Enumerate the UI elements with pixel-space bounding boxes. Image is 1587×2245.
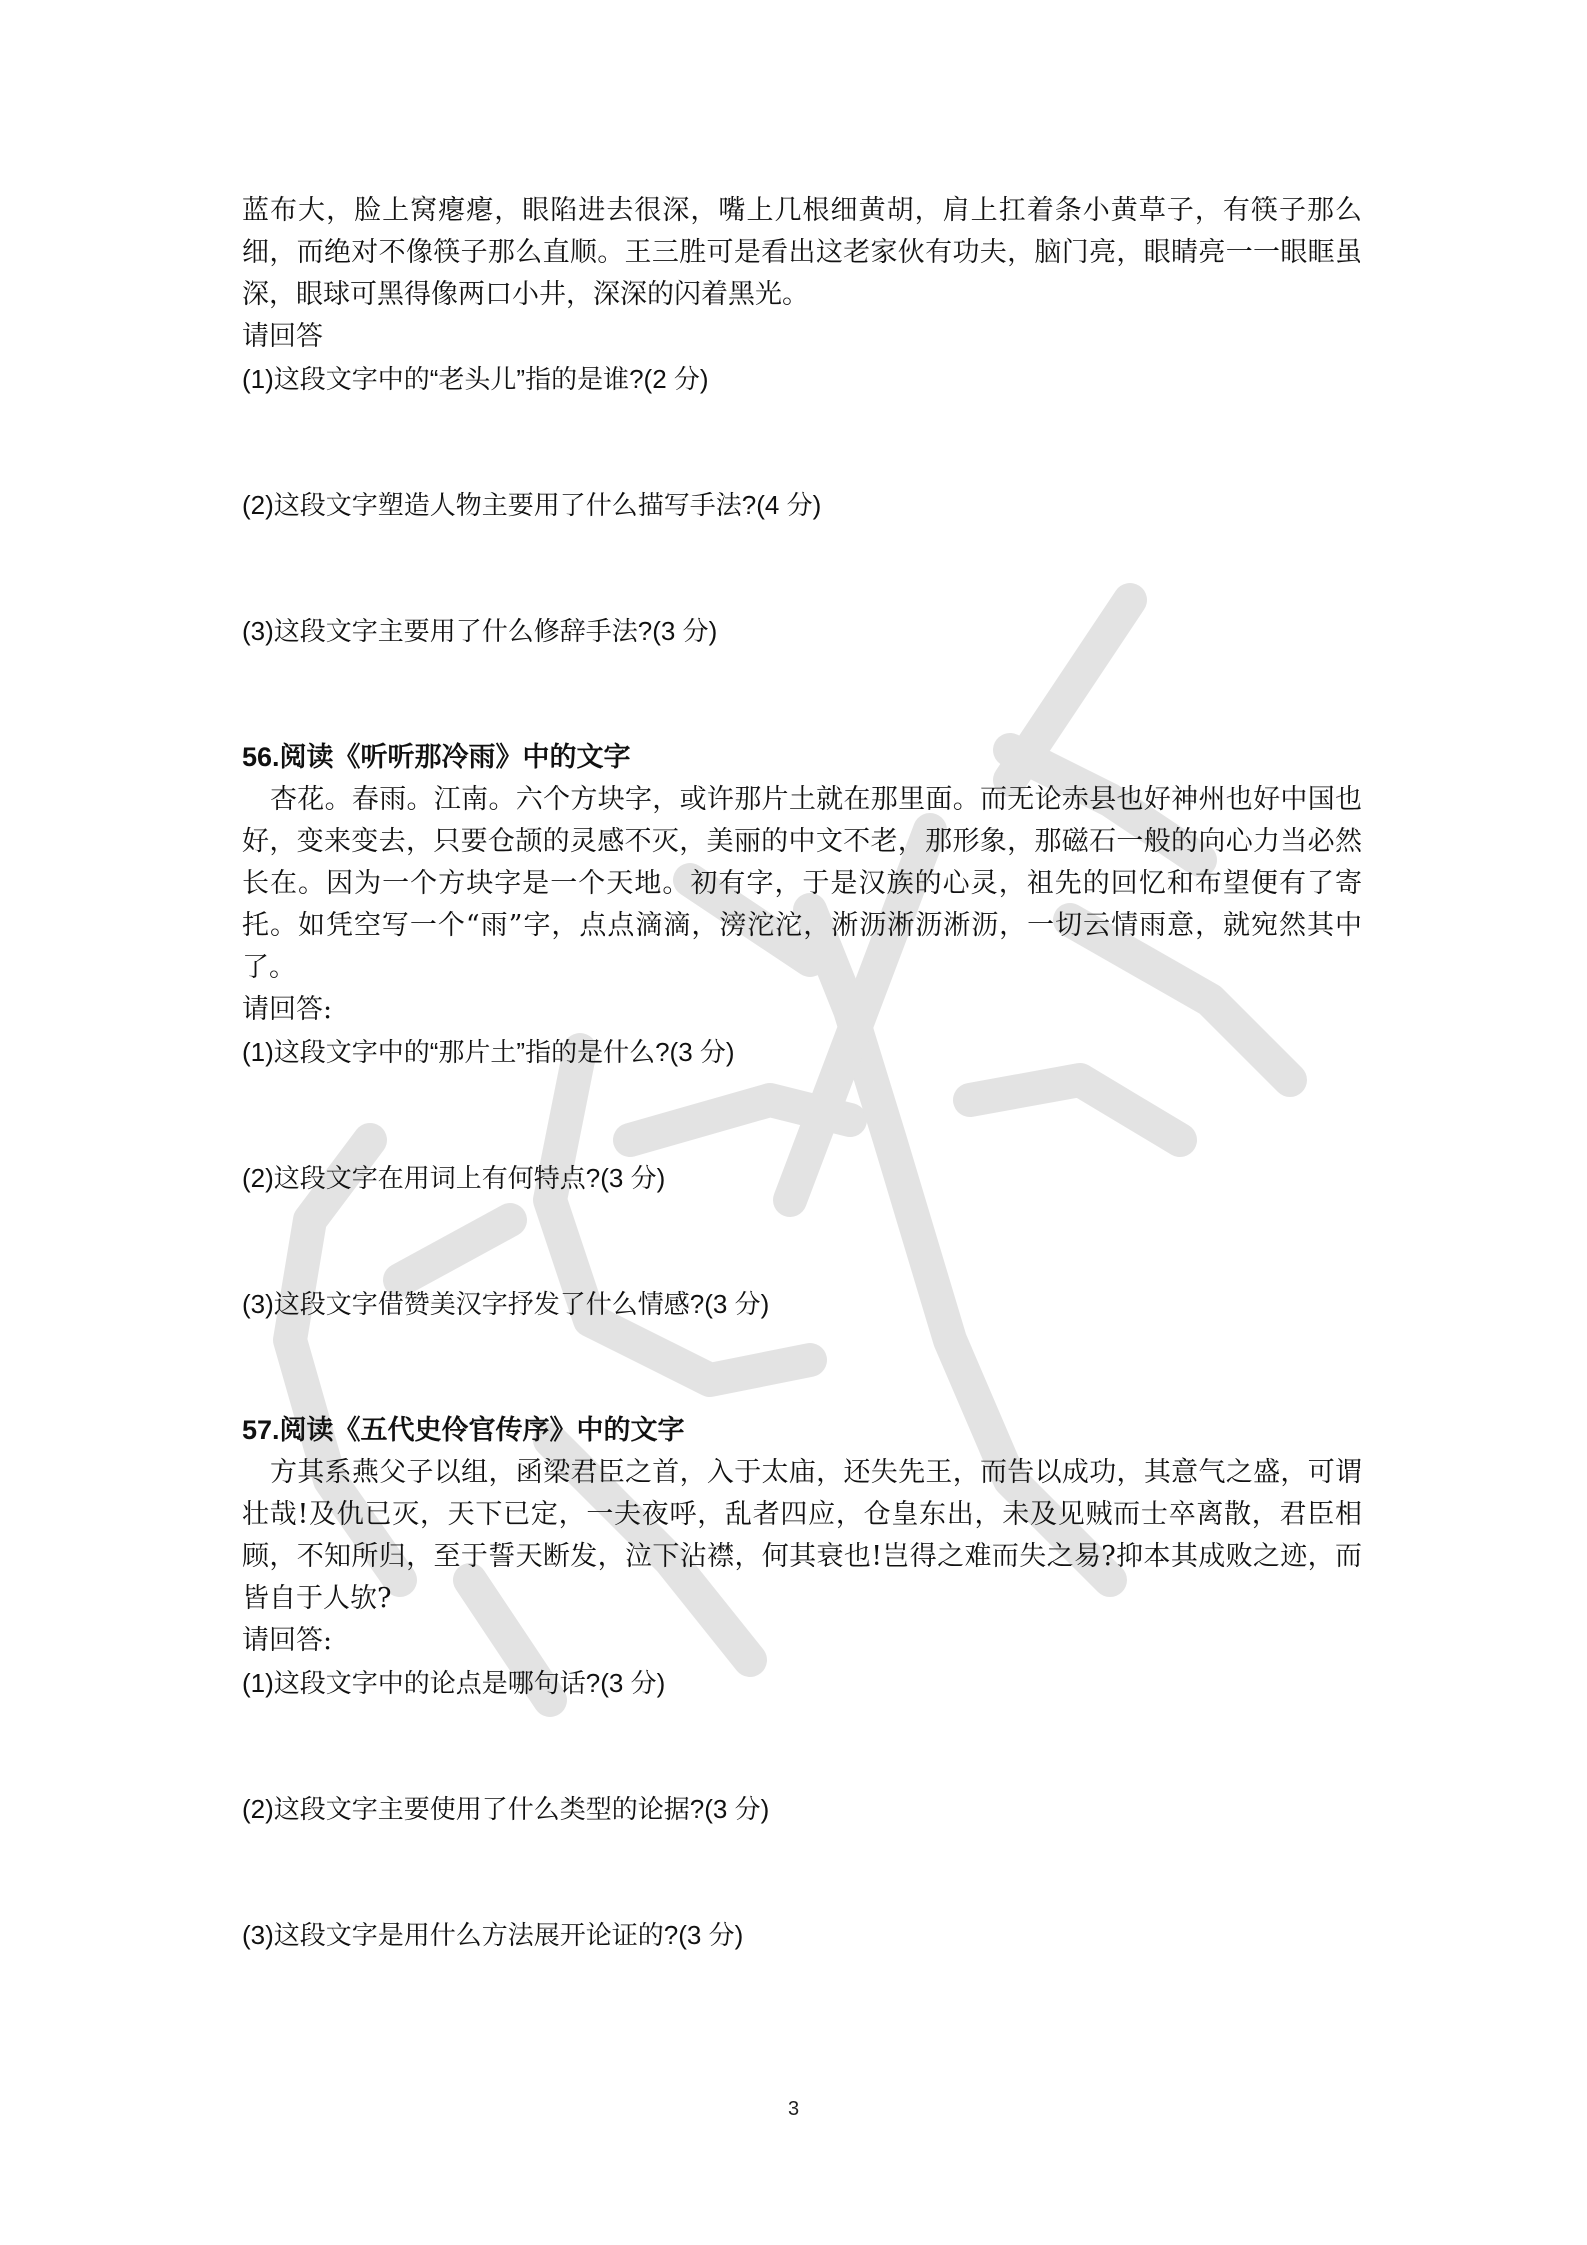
intro-question-2: (2)这段文字塑造人物主要用了什么描写手法?(4 分) (242, 490, 822, 520)
intro-prompt: 请回答 (242, 321, 323, 352)
intro-passage: 蓝布大，脸上窝瘪瘪，眼陷进去很深，嘴上几根细黄胡，肩上扛着条小黄草子，有筷子那么细，而绝对不像筷子那么直顺。王三胜可是看出这老家伙有功夫，脑门亮，眼睛亮一一眼眶虽深，眼球可黑得像两口小井，深深的闪着黑光。 (242, 195, 1362, 310)
page-number: 3 (787, 2098, 800, 2120)
section-57-question-1: (1)这段文字中的论点是哪句话?(3 分) (242, 1668, 666, 1698)
document-content (242, 190, 1362, 1956)
section-57-question-2: (2)这段文字主要使用了什么类型的论据?(3 分) (242, 1794, 770, 1824)
intro-question-1: (1)这段文字中的“老头儿”指的是谁?(2 分) (242, 364, 709, 394)
section-56-passage: 杏花。春雨。江南。六个方块字，或许那片土就在那里面。而无论赤县也好神州也好中国也好，变来变去，只要仓颉的灵感不灭，美丽的中文不老，那形象，那磁石一般的向心力当必然长在。因为一个方块字是一个天地。初有字，于是汉族的心灵，祖先的回忆和布望便有了寄托。如凭空写一个“雨”字，点点滴滴，滂沱沱，淅沥淅沥淅沥，一切云情雨意，就宛然其中了。 (242, 784, 1362, 983)
section-56-question-3: (3)这段文字借赞美汉字抒发了什么情感?(3 分) (242, 1289, 770, 1319)
section-57-passage: 方其系燕父子以组，函梁君臣之首，入于太庙，还失先王，而告以成功，其意气之盛，可谓壮哉!及仇已灭，天下已定，一夫夜呼，乱者四应，仓皇东出，未及见贼而士卒离散，君臣相顾，不知所归，至于誓天断发，泣下沾襟，何其衰也!岂得之难而失之易?抑本其成败之迹，而皆自于人欤? (242, 1457, 1362, 1614)
section-56-question-2: (2)这段文字在用词上有何特点?(3 分) (242, 1163, 666, 1193)
section-56-title: 56.阅读《听听那冷雨》中的文字 (242, 742, 631, 773)
section-57-prompt: 请回答: (242, 1625, 333, 1656)
section-57-title: 57.阅读《五代史伶官传序》中的文字 (242, 1415, 685, 1446)
section-56-prompt: 请回答: (242, 994, 333, 1025)
section-57-question-3: (3)这段文字是用什么方法展开论证的?(3 分) (242, 1920, 744, 1950)
intro-question-3: (3)这段文字主要用了什么修辞手法?(3 分) (242, 616, 718, 646)
section-56-question-1: (1)这段文字中的“那片土”指的是什么?(3 分) (242, 1037, 735, 1067)
